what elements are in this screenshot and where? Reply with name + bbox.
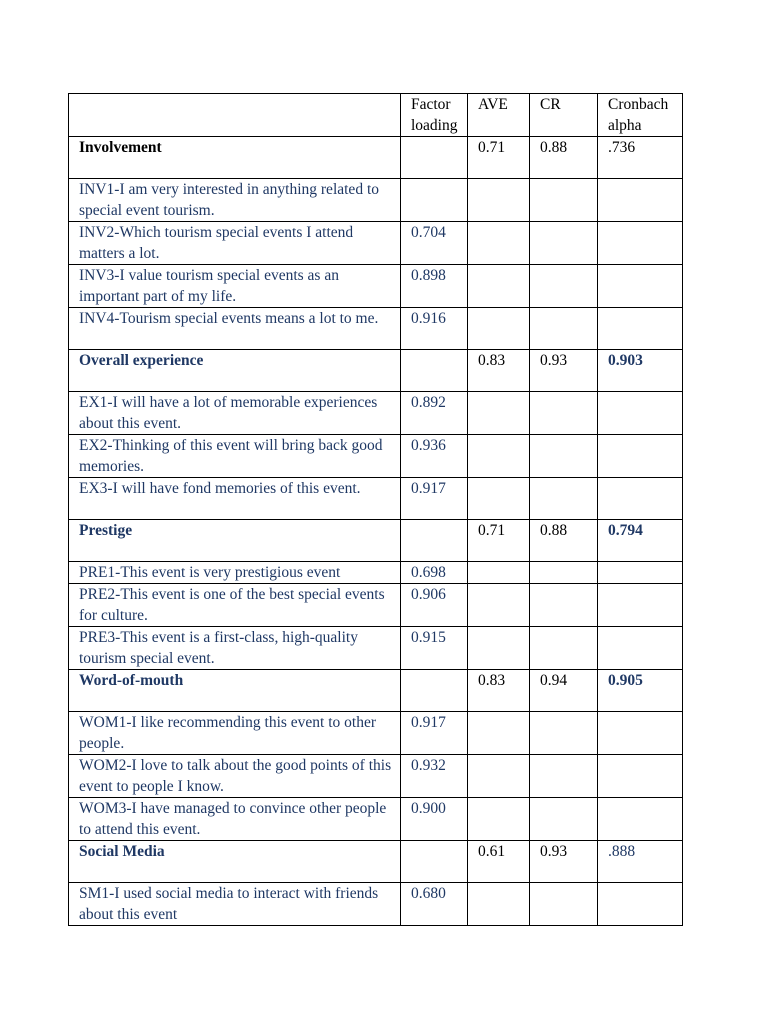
- item-loading: 0.917: [401, 478, 468, 520]
- item-text: PRE2-This event is one of the best special events for culture.: [69, 584, 401, 627]
- header-ave: AVE: [468, 94, 530, 137]
- section-ave: 0.83: [468, 350, 530, 392]
- item-text: INV2-Which tourism special events I attend matters a lot.: [69, 222, 401, 265]
- item-loading: 0.704: [401, 222, 468, 265]
- header-row: [69, 94, 683, 137]
- item-text: PRE3-This event is a first-class, high-quality tourism special event.: [69, 627, 401, 670]
- item-text: INV3-I value tourism special events as an important part of my life.: [69, 265, 401, 308]
- section-factor-loading: [401, 520, 468, 562]
- section-ave: 0.71: [468, 520, 530, 562]
- section-ave: 0.61: [468, 841, 530, 883]
- item-row: [69, 222, 683, 265]
- header-item: [69, 94, 401, 137]
- section-cronbach-alpha: .888: [598, 841, 683, 883]
- section-factor-loading: [401, 137, 468, 179]
- item-row: [69, 562, 683, 584]
- section-row-word-of-mouth: [69, 670, 683, 712]
- item-row: [69, 308, 683, 350]
- item-text: EX3-I will have fond memories of this event.: [69, 478, 401, 520]
- item-loading: 0.936: [401, 435, 468, 478]
- section-title: Involvement: [69, 137, 401, 179]
- item-row: [69, 712, 683, 755]
- item-text: PRE1-This event is very prestigious event: [69, 562, 401, 584]
- header-factor-loading: Factor loading: [401, 94, 468, 137]
- item-text: INV4-Tourism special events means a lot to me.: [69, 308, 401, 350]
- section-row-involvement: [69, 137, 683, 179]
- header-cronbach-alpha: Cronbach alpha: [598, 94, 683, 137]
- item-text: WOM1-I like recommending this event to other people.: [69, 712, 401, 755]
- section-ave: 0.83: [468, 670, 530, 712]
- item-loading: 0.917: [401, 712, 468, 755]
- section-cronbach-alpha: 0.794: [598, 520, 683, 562]
- item-row: [69, 755, 683, 798]
- item-row: [69, 798, 683, 841]
- item-row: [69, 392, 683, 435]
- item-loading: 0.898: [401, 265, 468, 308]
- item-row: [69, 584, 683, 627]
- section-cr: 0.94: [530, 670, 598, 712]
- section-cronbach-alpha: 0.905: [598, 670, 683, 712]
- section-cr: 0.93: [530, 841, 598, 883]
- section-title: Overall experience: [69, 350, 401, 392]
- item-text: EX2-Thinking of this event will bring back good memories.: [69, 435, 401, 478]
- item-row: [69, 179, 683, 222]
- item-text: SM1-I used social media to interact with friends about this event: [69, 883, 401, 926]
- section-cr: 0.88: [530, 137, 598, 179]
- item-text: WOM3-I have managed to convince other people to attend this event.: [69, 798, 401, 841]
- item-row: [69, 435, 683, 478]
- item-loading: 0.900: [401, 798, 468, 841]
- item-loading: 0.916: [401, 308, 468, 350]
- section-row-prestige: [69, 520, 683, 562]
- item-loading: 0.915: [401, 627, 468, 670]
- item-loading: 0.906: [401, 584, 468, 627]
- section-ave: 0.71: [468, 137, 530, 179]
- item-loading: 0.698: [401, 562, 468, 584]
- section-cr: 0.93: [530, 350, 598, 392]
- item-row: [69, 627, 683, 670]
- section-factor-loading: [401, 841, 468, 883]
- item-loading: 0.932: [401, 755, 468, 798]
- section-cr: 0.88: [530, 520, 598, 562]
- section-title: Social Media: [69, 841, 401, 883]
- section-factor-loading: [401, 350, 468, 392]
- section-title: Word-of-mouth: [69, 670, 401, 712]
- item-loading: 0.892: [401, 392, 468, 435]
- section-cronbach-alpha: 0.903: [598, 350, 683, 392]
- section-factor-loading: [401, 670, 468, 712]
- section-title: Prestige: [69, 520, 401, 562]
- item-text: WOM2-I love to talk about the good points of this event to people I know.: [69, 755, 401, 798]
- item-text: EX1-I will have a lot of memorable experiences about this event.: [69, 392, 401, 435]
- header-cr: CR: [530, 94, 598, 137]
- item-loading: [401, 179, 468, 222]
- section-row-overall-experience: [69, 350, 683, 392]
- item-row: [69, 265, 683, 308]
- item-loading: 0.680: [401, 883, 468, 926]
- section-row-social-media: [69, 841, 683, 883]
- item-row: [69, 883, 683, 926]
- item-text: INV1-I am very interested in anything related to special event tourism.: [69, 179, 401, 222]
- item-row: [69, 478, 683, 520]
- section-cronbach-alpha: .736: [598, 137, 683, 179]
- factor-analysis-table: [68, 93, 683, 926]
